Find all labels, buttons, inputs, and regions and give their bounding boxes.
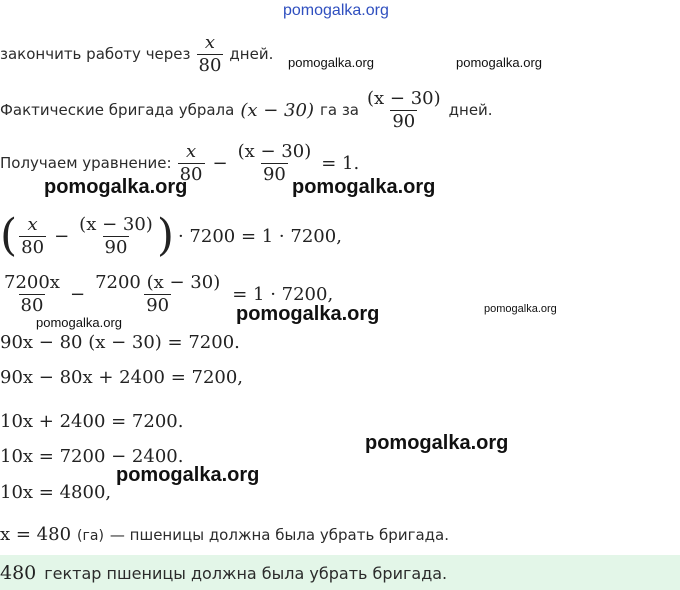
line-step-5: 90x − 80 (x − 30) = 7200. [0,332,240,353]
frac-num: (x − 30) [237,140,312,162]
expr-x-minus-30 [240,100,314,121]
frac-den: 90 [262,163,286,185]
line-step-6: 90x − 80x + 2400 = 7200, [0,367,244,388]
site-link[interactable]: pomogalka.org [283,2,389,19]
result-unit: (га) [77,528,104,544]
fraction-x-80 [19,214,46,259]
answer-line [0,562,447,584]
expr-text: (x − 30) [240,99,314,121]
line2-suffix: дней. [448,101,493,119]
result-expr: x = 480 [0,524,72,545]
watermark: pomogalka.org [36,315,122,330]
frac-den: 80 [198,54,222,76]
frac-den: 80 [179,163,203,185]
line-step-7: 10x + 2400 = 7200. [0,411,184,432]
line-result [0,524,449,545]
answer-number: 480 [0,562,37,584]
minus-sign: − [54,225,70,247]
watermark: pomogalka.org [292,176,436,198]
frac-num: x [27,213,38,235]
line-step-8: 10x = 7200 − 2400. [0,446,184,467]
frac-num: x [185,140,197,162]
line1-suffix: дней. [229,45,274,63]
watermark: pomogalka.org [484,303,557,315]
frac-den: 80 [21,236,45,258]
times-7200: · 7200 = 1 · 7200, [177,225,342,247]
line1-prefix: закончить работу через [0,45,191,63]
equals-7200: = 1 · 7200, [232,283,334,305]
fraction-xm30-90 [77,214,155,259]
fraction-7200x-80 [2,272,62,317]
frac-den: 90 [104,236,128,258]
frac-den: 80 [20,294,44,316]
line-step-9: 10x = 4800, [0,482,112,503]
line-actual-harvest [0,85,493,135]
line-finish-work [0,30,273,78]
fraction-x-80 [197,32,224,77]
frac-num: x [204,31,216,53]
watermark: pomogalka.org [116,464,260,486]
left-paren: ( [0,210,18,261]
minus-sign: − [212,152,228,174]
result-text: — пшеницы должна была убрать бригада. [109,526,449,544]
watermark: pomogalka.org [236,303,380,325]
fraction-7200xm30-90 [93,272,222,317]
watermark: pomogalka.org [456,55,542,70]
minus-sign: − [69,283,86,305]
frac-num: (x − 30) [367,87,441,109]
frac-num: (x − 30) [79,213,153,235]
frac-num: 7200x [4,271,60,293]
frac-den: 90 [392,110,416,132]
line-multiply [0,208,342,264]
watermark: pomogalka.org [288,55,374,70]
watermark: pomogalka.org [365,432,509,454]
line3-prefix: Получаем уравнение: [0,154,172,172]
frac-num: 7200 (x − 30) [95,271,221,293]
fraction-xm30-90 [365,88,443,133]
right-paren: ) [156,210,174,261]
answer-text: гектар пшеницы должна была убрать бригада. [44,564,448,583]
line2-mid: га за [319,101,359,119]
equals-one: = 1. [321,152,360,174]
frac-den: 90 [146,294,170,316]
line2-prefix: Фактические бригада убрала [0,101,235,119]
watermark: pomogalka.org [44,176,188,198]
